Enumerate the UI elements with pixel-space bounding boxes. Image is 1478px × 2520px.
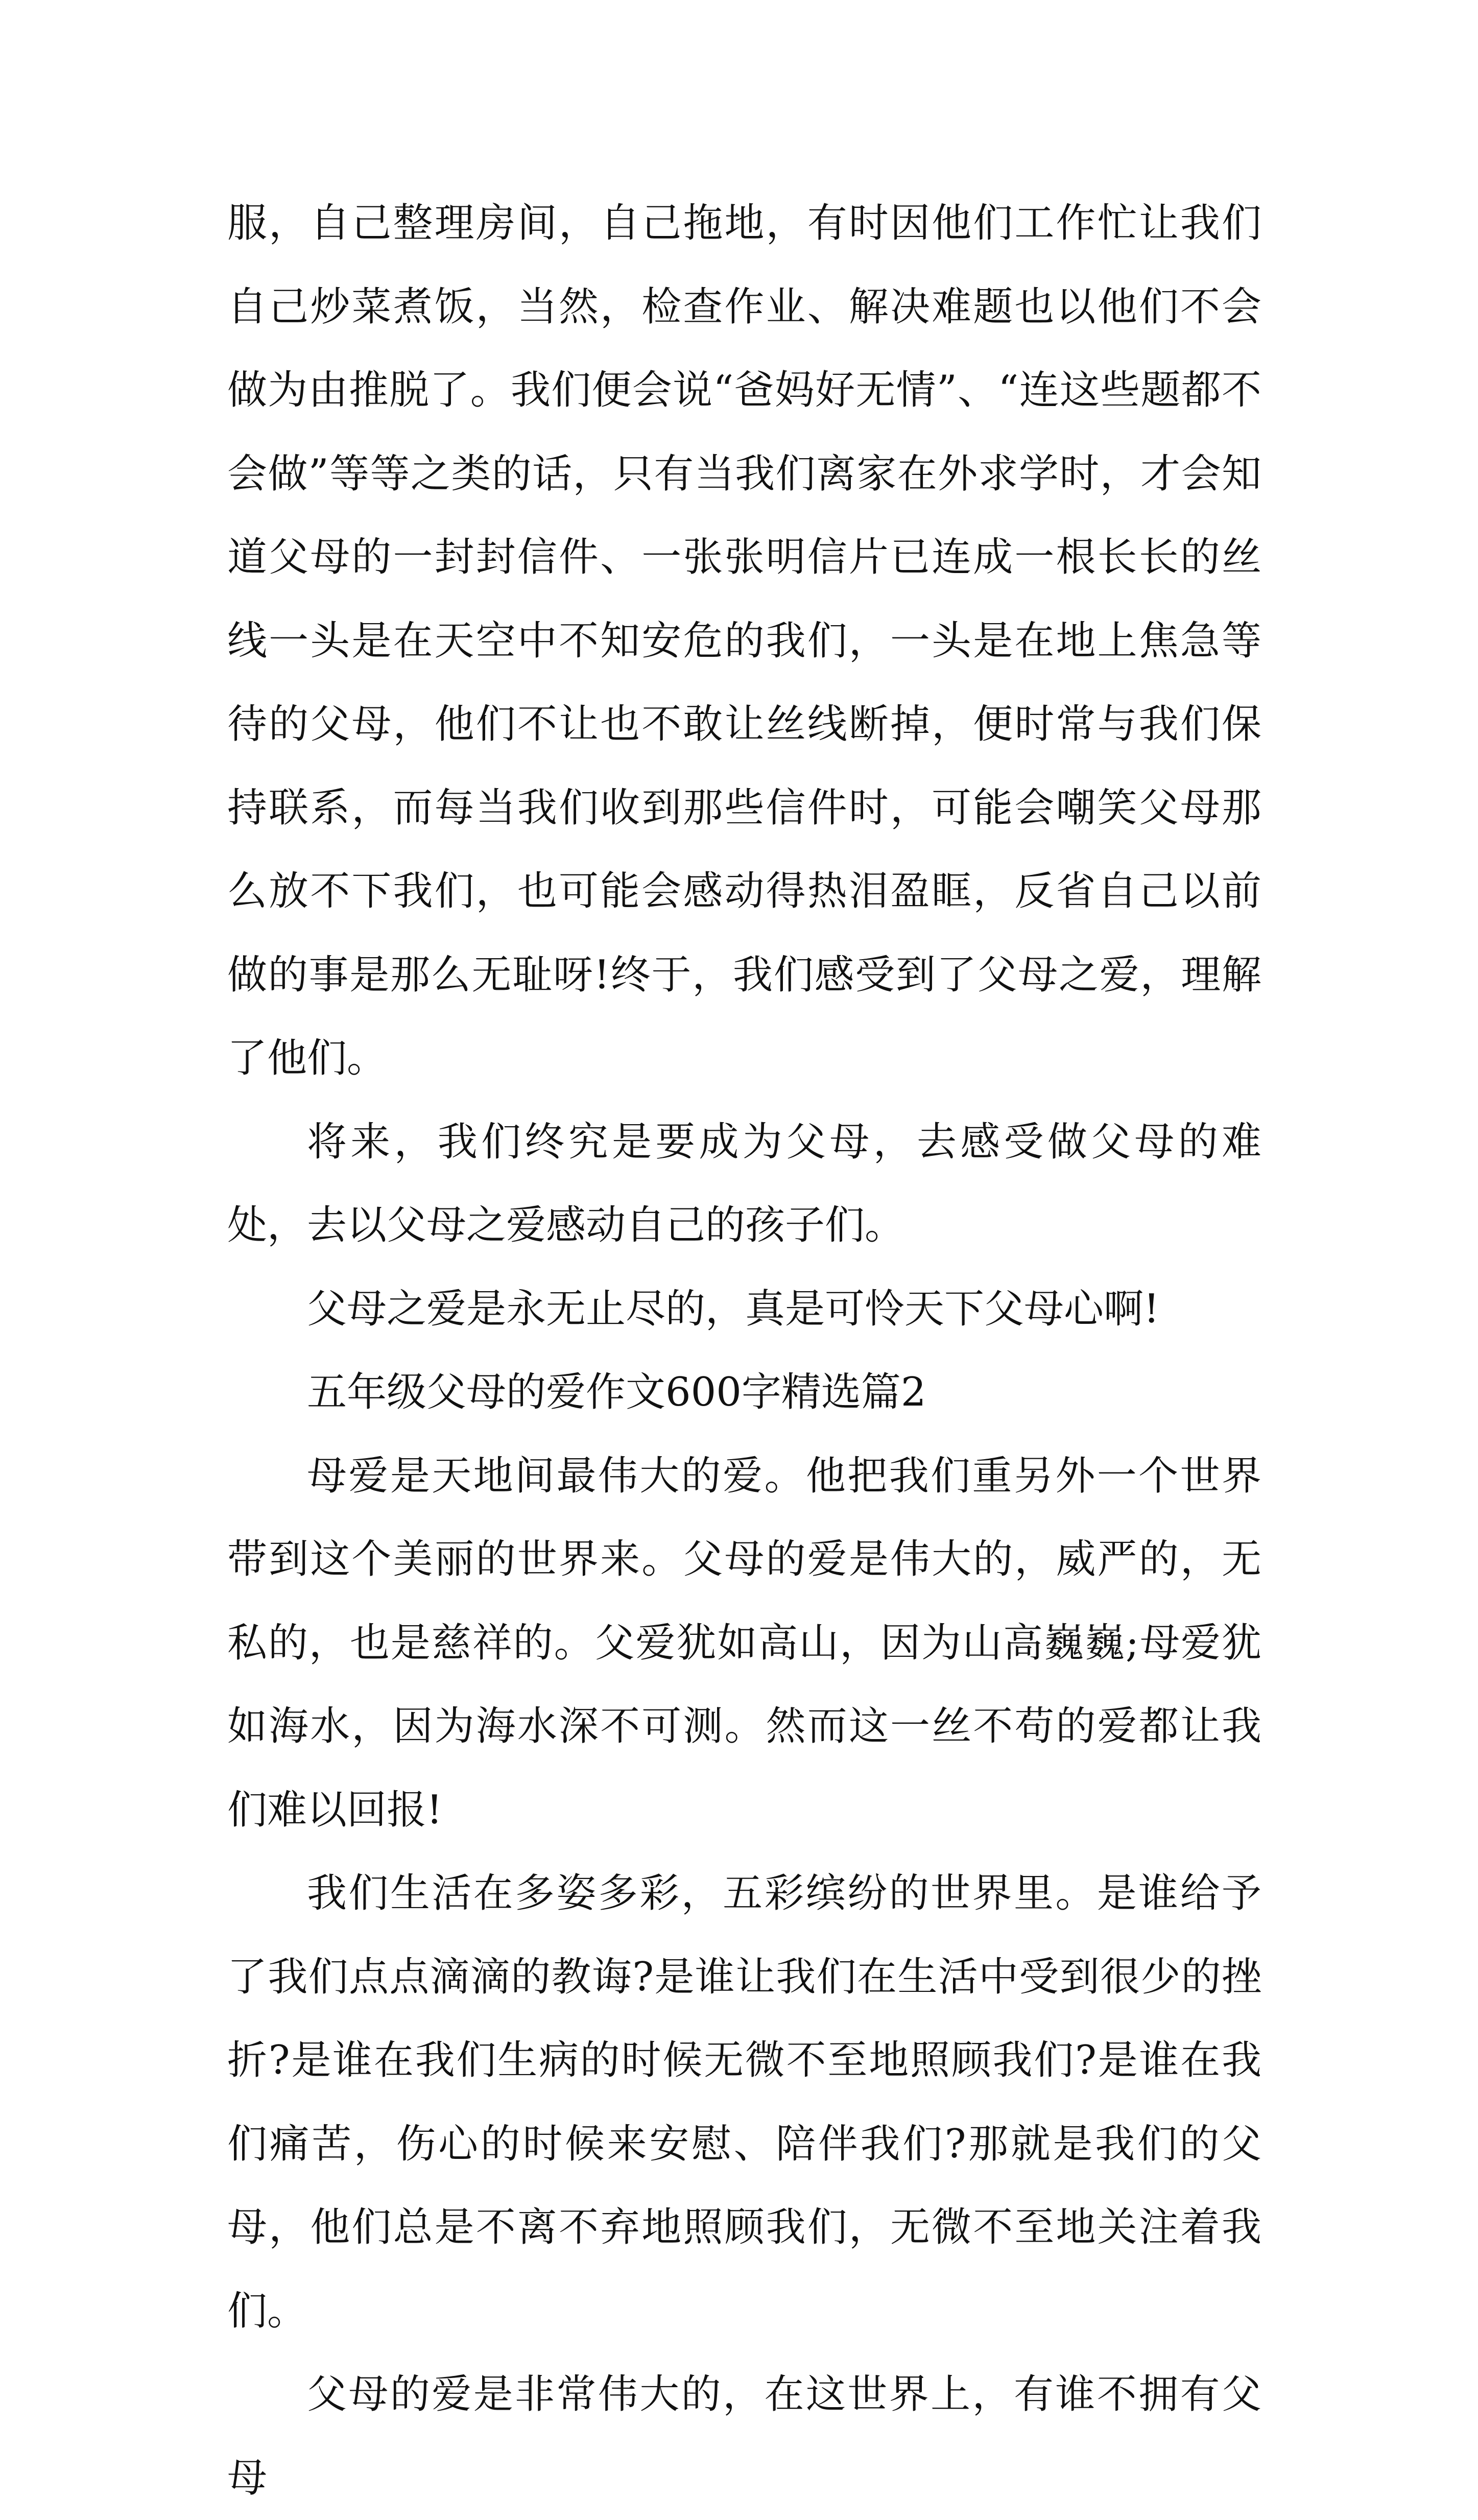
paragraph-great-love: 父母的爱是非常伟大的，在这世界上，有谁不拥有父母: [227, 2371, 1261, 2501]
paragraph-who-cares: 我们生活在多姿多彩，五彩缤纷的世界里。是谁给予了我们点点滴滴的教诲?是谁让我们在生活中受到很少的挫折?是谁在我们生病的时候无微不至地照顾我们?是谁在我们痛苦，伤心的时候来安慰、陪伴我们?那就是我们的父母，他们总是不离不弃地照顾我们，无微不至地关注着我们。: [227, 1870, 1261, 2334]
paragraph-continuation: 服，自己整理房间，自己拖地，有时因他们工作忙让我们自己炒菜煮饭，当然，检查作业、解决难题也以他们不会做为由推脱了。我们便会说“爸妈好无情”、“连这些题都不会做”等等之类的话，只有当我们离家在外求学时，才会知道父母的一封封信件、一张张明信片已连成一根长长的丝线一头是在天空中不知安危的我们，一头是在地上焦急等待的父母，他们不让也不敢让丝线断掉，便时常与我们保持联系，而每当我们收到那些信件时，可能会嘲笑父母那么放不下我们，也可能会感动得热泪盈眶，反省自己以前做的事是那么无耻呀!终于，我们感受到了父母之爱，理解了他们。: [227, 200, 1261, 1081]
paragraph-endless-love: 父母之爱是永无止尽的，真是可怜天下父母心啊!: [307, 1286, 1160, 1332]
paragraph-mother-love: 母爱是天地间最伟大的爱。他把我们重另外一个世界带到这个美丽的世界来。父母的爱是伟大的，威严的，无私的，也是慈祥的。父爱犹如高山，因为山高巍巍;母爱犹如海水，因为海水深不可测。然而这一丝不苟的爱都让我们难以回报!: [227, 1453, 1261, 1833]
paragraph-future-parents: 将来，我们终究是要成为父母，去感受做父母的难处，去以父母之爱感动自己的孩子们。: [227, 1119, 1261, 1248]
essay-heading: 五年级父母的爱作文600字精选篇2: [307, 1369, 926, 1415]
document-body: [227, 182, 1261, 2520]
